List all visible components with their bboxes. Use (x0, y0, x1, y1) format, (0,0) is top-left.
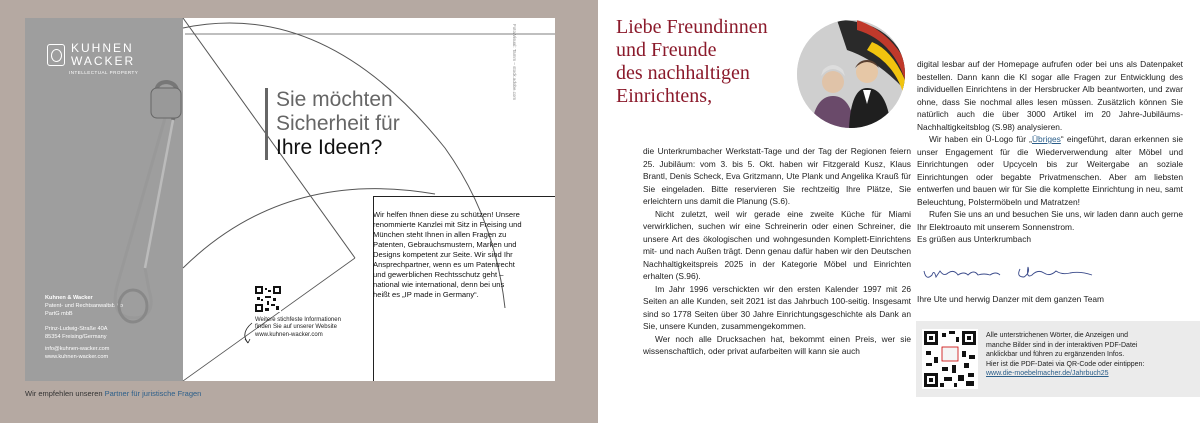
footer-prefix: Wir empfehlen unseren (25, 389, 105, 398)
info-line-4: Hier ist die PDF-Datei via QR-Code oder eintippen: (986, 360, 1145, 368)
paragraph-text: Wir haben ein Ü-Logo für „ (929, 134, 1032, 144)
info-line-3: anklickbar und führen zu ergänzenden Infos. (986, 351, 1125, 359)
paragraph-text: “ eingeführt, daran erkennen sie unser Engagement für die Wiederverwendung alter Möbel und Einrichtungen oder Upcyceln bis zur Weitergabe an soziale Einrichtungen oder begabte Privatmenschen. Aber am liebsten entwerfen und bauen wir für Sie die komplette Einrichtung in neu, samt Beleuchtung, Polstermöbeln und Matratzen! (917, 134, 1183, 207)
photo-credit: Foto/Visual: Tamm – stock.adobe.com (512, 24, 517, 101)
qr-caption-url[interactable]: www.kuhnen-wacker.com (255, 331, 323, 338)
contact-name: Kuhnen & Wacker (45, 295, 93, 301)
closing-line: Es grüßen aus Unterkrumbach (917, 234, 1032, 244)
ad-headline (265, 88, 400, 160)
contact-line-2: PartG mbB (45, 311, 73, 318)
paragraph (917, 133, 1183, 208)
paragraph: digital lesbar auf der Homepage aufrufen oder bei uns als Datenpaket bestellen. Dann kann die KI sogar alle Fragen zur Entwicklung des individuellen Einrichtens in der Hersbrucker Alb beantworten, und zwar ohne, dass Sie nochmal alles lesen müssen. Zusätzlich können Sie natürlich auch die über 3000 Artikel im 20 Jahre-Jubiläums-Nachhaltigkeitsblog (S.98) analysieren. (917, 59, 1183, 132)
brand-subtitle: INTELLECTUAL PROPERTY (69, 70, 139, 75)
footer-recommendation (25, 389, 201, 398)
signoff: Ihre Ute und herwig Danzer mit dem ganzen Team (917, 294, 1104, 304)
uebriges-link[interactable]: Übriges (1031, 134, 1061, 144)
advertisement[interactable] (25, 18, 555, 381)
safety-pin-icon (115, 82, 181, 322)
qr-code[interactable] (255, 286, 281, 312)
ad-body-text: Wir helfen Ihnen diese zu schützen! Unsere renommierte Kanzlei mit Sitz in Freising und München steht Ihnen in allen Fragen zu Patenten, Gebrauchsmustern, Marken und Designs kompetent zur Seite. Wir sind Ihr Ansprechpartner, wenn es um Patentrecht und gewerblichen Rechtsschutz geht – national wie international, denn bei uns heißt es „IP made in Germany“. (373, 210, 522, 299)
paragraph: Nicht zuletzt, weil wir gerade eine zweite Küche für Miami verwirklichen, suchen wir eine Schreinerin oder einen Schreiner, die unsere Art des ökologischen und wohngesunden Komplett-Einrichtens mit- und nach Außen trägt. Denn genau dafür haben wir den Deutschen Nachhaltigkeitspreis 2025 in der Kategorie Möbel und Einrichten erhalten (S.96). (643, 208, 911, 281)
qr-caption (255, 317, 375, 339)
jahrbuch-link[interactable]: www.die-moebelmacher.de/Jahrbuch25 (986, 370, 1109, 378)
headline-line-3: Ihre Ideen? (276, 136, 383, 159)
contact-web[interactable]: www.kuhnen-wacker.com (45, 354, 109, 361)
paragraph: Wer noch alle Drucksachen hat, bekommt einen Preis, wer sie wissenschaftlich, oder privat aufarbeiten will kann sie auch (643, 333, 911, 356)
pdf-qr-code[interactable] (922, 329, 978, 389)
headline-line-2: Sicherheit für (276, 112, 400, 135)
brand-line-1: KUHNEN (71, 41, 134, 55)
left-page (0, 0, 598, 423)
letter-column-right (917, 58, 1183, 246)
headline-line-1: Sie möchten (276, 88, 393, 111)
contact-city: 85354 Freising/Germany (45, 333, 107, 340)
paragraph: Im Jahr 1996 verschickten wir den ersten Kalender 1997 mit 26 Seiten an alle Kunden, seit 2021 ist das Jahrbuch 100-seitig. Insgesamt sind so 1778 Seiten über 30 Jahre Einrichtungsgeschichte als Dank an Sie, unsere Kunden, zusammengekommen. (643, 283, 911, 331)
brand-line-2: WACKER (71, 54, 136, 68)
portrait-photo[interactable] (797, 20, 905, 128)
arrow-icon (240, 321, 254, 345)
paragraph: die Unterkrumbacher Werkstatt-Tage und der Tag der Regionen feiern 25. Jubiläum: vom 3. bis 5. Okt. haben wir Fitzgerald Kusz, Klaus Brantl, Denis Scheck, Eva Gritzmann, Ute Plank und Angelika Krauß für Sie eingeladen. Bitte reservieren Sie rechtzeitig Ihre Plätze, Sie erleichtern uns damit die Planung (S.6). (643, 146, 911, 206)
info-line-2: manche Bilder sind in der interaktiven PDF-Datei (986, 341, 1138, 349)
partner-link[interactable]: Partner für juristische Fragen (104, 389, 202, 398)
qr-caption-line-2: finden Sie auf unserer Website (255, 324, 337, 331)
letter-greeting (616, 16, 768, 108)
contact-street: Prinz-Ludwig-Straße 40A (45, 325, 108, 332)
greeting-line-4: Einrichtens, (616, 85, 713, 107)
contact-line-1: Patent- und Rechtsanwaltsbüro (45, 303, 124, 310)
handwritten-signature (920, 263, 1100, 287)
greeting-line-2: und Freunde (616, 39, 717, 61)
contact-email[interactable]: info@kuhnen-wacker.com (45, 346, 110, 353)
interactive-pdf-info (916, 321, 1200, 397)
right-page (598, 0, 1200, 423)
paragraph: Rufen Sie uns an und besuchen Sie uns, wir laden dann auch gerne Ihr Elektroauto mit unserem Sonnenstrom. (917, 209, 1183, 232)
qr-caption-line-1: Weitere stichfeste Informationen (255, 317, 341, 323)
greeting-line-3: des nachhaltigen (616, 62, 750, 84)
letter-column-left (643, 145, 911, 358)
greeting-line-1: Liebe Freundinnen (616, 16, 768, 38)
info-line-1: Alle unterstrichenen Wörter, die Anzeigen und (986, 332, 1129, 339)
info-text (986, 331, 1186, 379)
